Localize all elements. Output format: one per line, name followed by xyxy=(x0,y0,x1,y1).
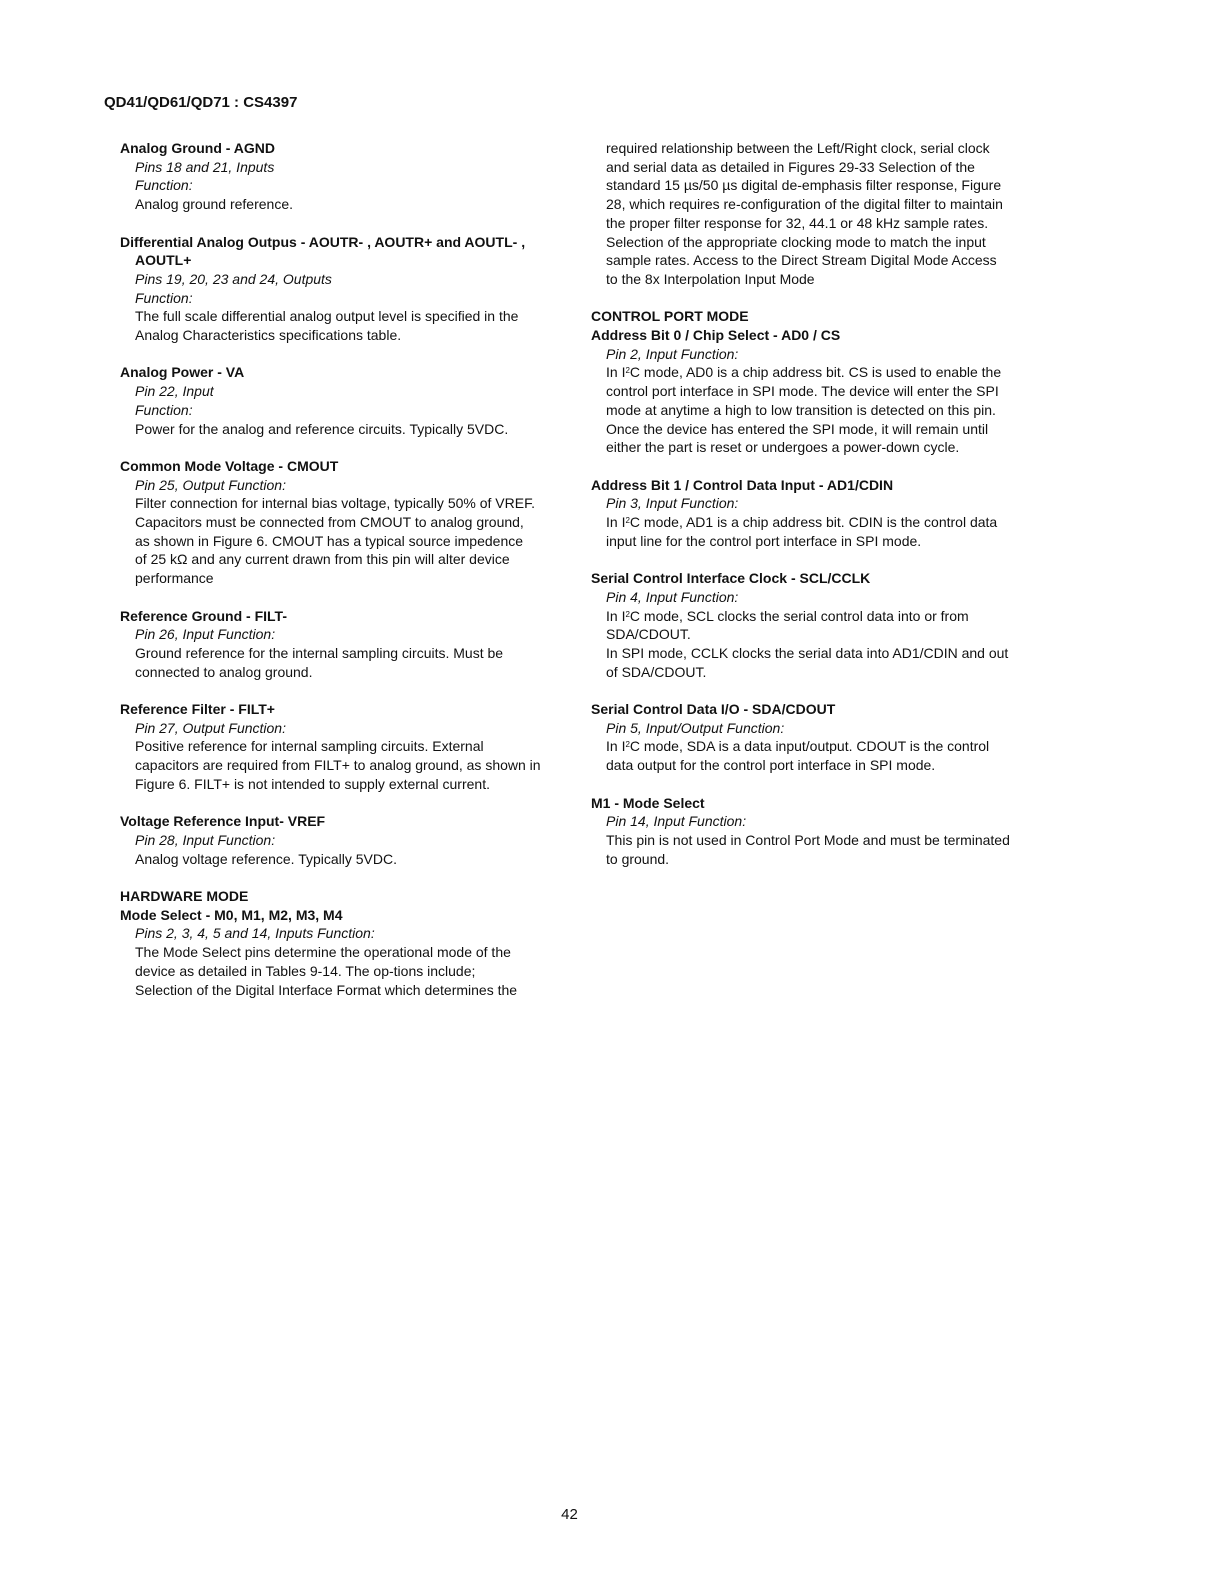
text-line: capacitors are required from FILT+ to analog ground, as shown in xyxy=(135,757,541,774)
text-line: In SPI mode, CCLK clocks the serial data into AD1/CDIN and out xyxy=(606,644,1009,661)
function-label-va: Function: xyxy=(135,401,193,418)
text-line: either the part is reset or undergoes a power-down cycle. xyxy=(606,439,960,456)
section-filt-plus xyxy=(120,700,570,794)
pins-m1: Pin 14, Input Function: xyxy=(606,813,747,830)
superscript: 2 xyxy=(625,516,630,526)
heading-filt-minus: Reference Ground - FILT- xyxy=(120,607,287,624)
right-column xyxy=(591,139,1046,887)
left-column xyxy=(120,139,570,1018)
text-line: Analog ground reference. xyxy=(135,196,293,213)
text-line: SDA/CDOUT. xyxy=(606,626,691,643)
section-ad0 xyxy=(591,307,1046,457)
pins-filt-minus: Pin 26, Input Function: xyxy=(135,626,276,643)
section-scl xyxy=(591,569,1046,681)
page-number: 42 xyxy=(561,1506,578,1523)
text-line: This pin is not used in Control Port Mode and must be terminated xyxy=(606,831,1010,848)
text-line: and serial data as detailed in Figures 29-33 Selection of the xyxy=(606,158,975,175)
pins-filt-plus: Pin 27, Output Function: xyxy=(135,719,286,736)
pins-vref: Pin 28, Input Function: xyxy=(135,831,276,848)
text-fragment: In I xyxy=(606,607,626,624)
text-fragment: C mode, SCL clocks the serial control data into or from xyxy=(629,607,969,624)
text-line: The Mode Select pins determine the operational mode of the xyxy=(135,944,511,961)
text-line: Analog Characteristics specifications table. xyxy=(135,327,402,344)
text-line: to the 8x Interpolation Input Mode xyxy=(606,270,815,287)
text-line xyxy=(591,737,1046,756)
superscript: 2 xyxy=(625,609,630,619)
pins-sda: Pin 5, Input/Output Function: xyxy=(606,719,785,736)
text-line: performance xyxy=(135,570,214,587)
text-line: standard 15 µs/50 µs digital de-emphasis filter response, Figure xyxy=(606,177,1002,194)
section-hardware-mode xyxy=(120,887,570,999)
pins-va: Pin 22, Input xyxy=(135,383,214,400)
section-sda xyxy=(591,700,1046,775)
text-line: Figure 6. FILT+ is not intended to supply external current. xyxy=(135,775,490,792)
text-line: data output for the control port interface in SPI mode. xyxy=(606,757,936,774)
heading-vref: Voltage Reference Input- VREF xyxy=(120,813,326,830)
section-filt-minus xyxy=(120,607,570,682)
heading-scl: Serial Control Interface Clock - SCL/CCLK xyxy=(591,570,871,587)
text-line: Analog voltage reference. Typically 5VDC. xyxy=(135,850,397,867)
section-ad1 xyxy=(591,476,1046,551)
text-line: sample rates. Access to the Direct Stream Digital Mode Access xyxy=(606,252,997,269)
heading-hardware-mode: HARDWARE MODE xyxy=(120,888,249,905)
text-line: Ground reference for the internal sampling circuits. Must be xyxy=(135,644,504,661)
text-line: Filter connection for internal bias voltage, typically 50% of VREF. xyxy=(135,495,535,512)
heading-cmout: Common Mode Voltage - CMOUT xyxy=(120,457,339,474)
pins-scl: Pin 4, Input Function: xyxy=(606,588,739,605)
pins-cmout: Pin 25, Output Function: xyxy=(135,476,286,493)
text-fragment: In I xyxy=(606,738,626,755)
text-line: device as detailed in Tables 9-14. The op-tions include; xyxy=(135,962,476,979)
pins-mode-select: Pins 2, 3, 4, 5 and 14, Inputs Function: xyxy=(135,925,375,942)
text-line: of SDA/CDOUT. xyxy=(606,663,707,680)
text-line: to ground. xyxy=(606,850,670,867)
text-line: Selection of the appropriate clocking mode to match the input xyxy=(606,233,986,250)
text-line: Positive reference for internal sampling circuits. External xyxy=(135,738,484,755)
section-va xyxy=(120,363,570,438)
text-fragment: In I xyxy=(606,514,626,531)
pins-agnd: Pins 18 and 21, Inputs xyxy=(135,158,275,175)
text-line: mode at anytime a high to low transition is detected on this pin. xyxy=(606,401,996,418)
text-line: as shown in Figure 6. CMOUT has a typical source impedence xyxy=(135,532,524,549)
text-line: connected to analog ground. xyxy=(135,663,313,680)
text-line xyxy=(591,363,1046,382)
text-line xyxy=(591,513,1046,532)
text-line: Capacitors must be connected from CMOUT to analog ground, xyxy=(135,514,524,531)
superscript: 2 xyxy=(625,740,630,750)
section-agnd xyxy=(120,139,570,214)
pins-ad0: Pin 2, Input Function: xyxy=(606,345,739,362)
section-cmout xyxy=(120,457,570,588)
heading-va: Analog Power - VA xyxy=(120,364,245,381)
text-line: required relationship between the Left/Right clock, serial clock xyxy=(606,140,990,156)
text-line: The full scale differential analog output level is specified in the xyxy=(135,308,519,325)
text-line xyxy=(591,607,1046,626)
text-fragment: In I xyxy=(606,364,626,381)
heading-filt-plus: Reference Filter - FILT+ xyxy=(120,701,275,718)
text-line: 28, which requires re-configuration of the digital filter to maintain xyxy=(606,196,1003,213)
section-vref xyxy=(120,812,570,868)
heading-m1: M1 - Mode Select xyxy=(591,794,705,811)
function-label-aout: Function: xyxy=(135,289,193,306)
heading-ad1: Address Bit 1 / Control Data Input - AD1/CDIN xyxy=(591,476,894,493)
text-line: the proper filter response for 32, 44.1 or 48 kHz sample rates. xyxy=(606,214,989,231)
pins-aout: Pins 19, 20, 23 and 24, Outputs xyxy=(135,270,332,287)
function-label-agnd: Function: xyxy=(135,177,193,194)
pins-ad1: Pin 3, Input Function: xyxy=(606,495,739,512)
text-line: Power for the analog and reference circuits. Typically 5VDC. xyxy=(135,420,509,437)
text-fragment: C mode, AD0 is a chip address bit. CS is used to enable the xyxy=(629,364,1002,381)
section-m1 xyxy=(591,794,1046,869)
text-fragment: C mode, AD1 is a chip address bit. CDIN is the control data xyxy=(629,514,998,531)
section-aout xyxy=(120,233,570,345)
heading-control-port-mode: CONTROL PORT MODE xyxy=(591,308,749,325)
heading-aout: Differential Analog Outpus - AOUTR- , AOUTR+ and AOUTL- , xyxy=(120,233,526,250)
section-continued xyxy=(591,139,1046,289)
text-line: Selection of the Digital Interface Format which determines the xyxy=(135,981,518,998)
heading-aout-cont: AOUTL+ xyxy=(135,252,192,269)
heading-mode-select: Mode Select - M0, M1, M2, M3, M4 xyxy=(120,906,343,923)
text-fragment: C mode, SDA is a data input/output. CDOUT is the control xyxy=(629,738,990,755)
heading-agnd: Analog Ground - AGND xyxy=(120,140,276,156)
heading-sda: Serial Control Data I/O - SDA/CDOUT xyxy=(591,701,836,718)
page-header: QD41/QD61/QD71 : CS4397 xyxy=(104,94,298,111)
heading-ad0: Address Bit 0 / Chip Select - AD0 / CS xyxy=(591,327,841,344)
text-line: Once the device has entered the SPI mode, it will remain until xyxy=(606,420,989,437)
text-line: input line for the control port interface in SPI mode. xyxy=(606,532,922,549)
superscript: 2 xyxy=(625,366,630,376)
text-line: of 25 kΩ and any current drawn from this pin will alter device xyxy=(135,551,510,568)
text-line: control port interface in SPI mode. The device will enter the SPI xyxy=(606,383,999,400)
